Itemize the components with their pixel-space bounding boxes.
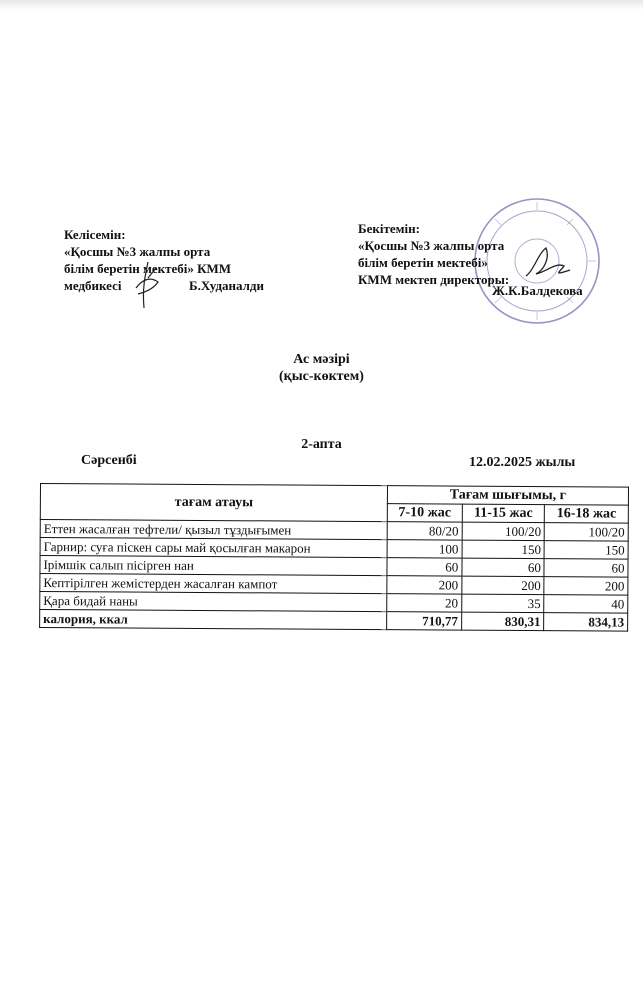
calories-16-18: 834,13 <box>544 613 628 632</box>
portion-7-10: 80/20 <box>387 522 462 540</box>
approved-heading: Бекітемін: <box>358 221 420 236</box>
approved-org-line1: «Қосшы №3 жалпы орта <box>358 238 505 253</box>
agreed-org-line1: «Қосшы №3 жалпы орта <box>64 244 211 259</box>
table-total-row <box>40 610 628 632</box>
menu-week: 2-апта <box>301 437 342 452</box>
header-age-16-18: 16-18 жас <box>545 505 629 524</box>
portion-16-18: 40 <box>544 595 628 614</box>
header-portion-group: Тағам шығымы, г <box>387 486 628 505</box>
agreed-heading: Келісемін: <box>64 227 126 242</box>
portion-16-18: 150 <box>544 541 628 560</box>
total-label: калория, ккал <box>40 610 387 630</box>
approved-role: КММ мектеп директоры: <box>358 272 510 287</box>
menu-table <box>39 483 629 632</box>
portion-11-15: 200 <box>462 576 545 595</box>
dish-name: Гарнир: суға піскен сары май қосылған макарон <box>40 538 387 558</box>
agreed-role: медбикесі <box>64 278 122 293</box>
portion-16-18: 200 <box>544 577 628 596</box>
agreed-name: Б.Худаналди <box>189 278 264 293</box>
header-age-7-10: 7-10 жас <box>387 504 462 522</box>
portion-11-15: 100/20 <box>462 522 545 541</box>
menu-season: (қыс-көктем) <box>279 369 364 384</box>
portion-7-10: 60 <box>387 558 462 576</box>
dish-name: Қара бидай наны <box>40 592 387 612</box>
approval-block-agreed <box>64 226 304 294</box>
calories-11-15: 830,31 <box>461 612 544 631</box>
director-name: Ж.К.Балдекова <box>492 283 583 298</box>
approved-org-line2: білім беретін мектебі» <box>358 255 488 270</box>
header-age-11-15: 11-15 жас <box>462 504 545 523</box>
nurse-signature <box>128 258 168 310</box>
director-signature <box>520 240 576 284</box>
header-dish-name: тағам атауы <box>40 484 387 522</box>
portion-16-18: 100/20 <box>545 523 629 542</box>
portion-7-10: 20 <box>387 594 462 612</box>
scan-edge-shadow <box>0 0 643 10</box>
calories-7-10: 710,77 <box>387 612 462 630</box>
menu-date: 12.02.2025 жылы <box>469 455 576 470</box>
portion-16-18: 60 <box>544 559 628 578</box>
table-header-row <box>40 484 628 506</box>
portion-11-15: 60 <box>462 558 545 577</box>
agreed-org-line2: білім беретін мектебі» КММ <box>64 261 232 276</box>
dish-name: Еттен жасалған тефтели/ қызыл тұздығымен <box>40 520 387 540</box>
portion-7-10: 100 <box>387 540 462 558</box>
dish-name: Ірімшік салып пісірген нан <box>40 556 387 576</box>
weekday: Сәрсенбі <box>81 453 137 468</box>
portion-11-15: 35 <box>462 594 545 613</box>
portion-11-15: 150 <box>462 540 545 559</box>
portion-7-10: 200 <box>387 576 462 594</box>
dish-name: Кептірілген жемістерден жасалған кампот <box>40 574 387 594</box>
menu-title: Ас мәзірі <box>293 352 350 367</box>
